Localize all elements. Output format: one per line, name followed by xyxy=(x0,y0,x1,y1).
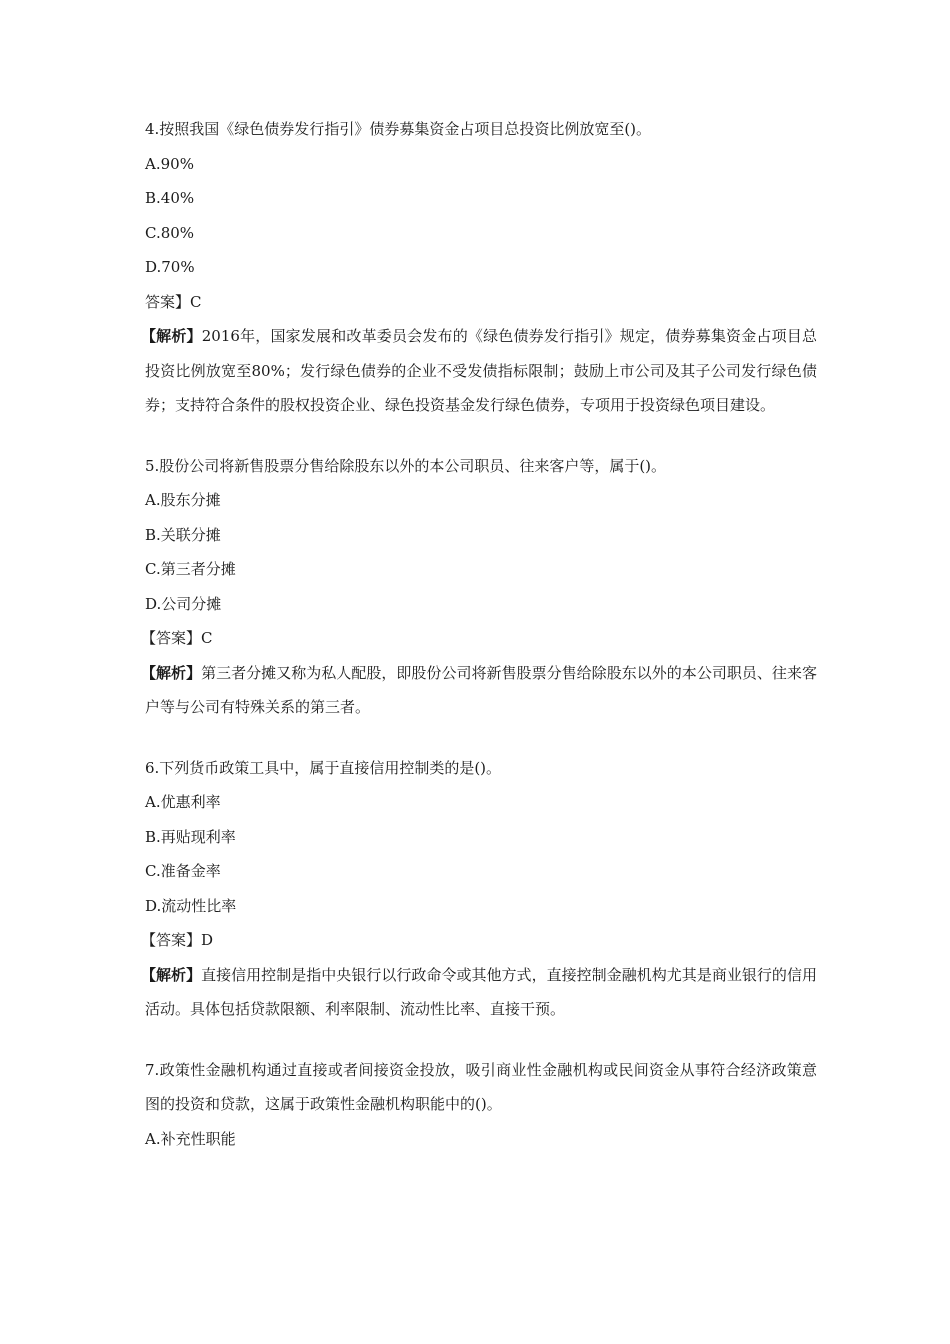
analysis-label: 【解析】 xyxy=(141,327,202,345)
question-stem: 7.政策性金融机构通过直接或者间接资金投放，吸引商业性金融机构或民间资金从事符合经济政策意图的投资和贷款，这属于政策性金融机构职能中的()。 xyxy=(145,1060,817,1113)
option-d: D.70% xyxy=(145,258,195,276)
option-a: A.优惠利率 xyxy=(145,793,221,811)
analysis-text: 直接信用控制是指中央银行以行政命令或其他方式，直接控制金融机构尤其是商业银行的信用活动。具体包括贷款限额、利率限制、流动性比率、直接干预。 xyxy=(145,965,817,1018)
analysis-paragraph xyxy=(141,319,817,423)
question-7 xyxy=(145,1053,817,1157)
answer-value: D xyxy=(201,931,214,949)
question-5 xyxy=(141,449,817,725)
analysis-paragraph xyxy=(141,656,817,725)
option-a: A.股东分摊 xyxy=(145,491,221,509)
document-page xyxy=(141,112,817,1156)
answer-line xyxy=(141,621,817,656)
analysis-text: 第三者分摊又称为私人配股，即股份公司将新售股票分售给除股东以外的本公司职员、往来客户等与公司有特殊关系的第三者。 xyxy=(145,663,817,716)
answer-value: C xyxy=(190,292,202,311)
question-stem: 6.下列货币政策工具中，属于直接信用控制类的是()。 xyxy=(145,758,502,777)
option-b: B.关联分摊 xyxy=(145,525,221,544)
option-b: B.再贴现利率 xyxy=(145,827,236,846)
analysis-paragraph xyxy=(141,958,817,1027)
option-c: C.第三者分摊 xyxy=(145,560,236,578)
option-d: D.流动性比率 xyxy=(145,896,237,915)
option-c: C.80% xyxy=(145,223,195,242)
answer-label: 【答案】 xyxy=(141,931,202,949)
answer-line xyxy=(141,923,817,958)
question-stem: 5.股份公司将新售股票分售给除股东以外的本公司职员、往来客户等，属于()。 xyxy=(145,456,667,475)
analysis-label: 【解析】 xyxy=(141,965,202,984)
option-d: D.公司分摊 xyxy=(145,594,222,613)
analysis-label: 【解析】 xyxy=(141,663,202,682)
answer-label: 【答案】 xyxy=(141,629,202,647)
answer-label: 答案】 xyxy=(145,292,191,311)
option-a: A.补充性职能 xyxy=(145,1129,236,1148)
option-c: C.准备金率 xyxy=(145,862,221,880)
answer-line xyxy=(145,285,817,320)
answer-value: C xyxy=(201,629,213,647)
analysis-text: 2016年，国家发展和改革委员会发布的《绿色债券发行指引》规定，债券募集资金占项目总投资比例放宽至80%；发行绿色债券的企业不受发债指标限制；鼓励上市公司及其子公司发行绿色债券；支持符合条件的股权投资企业、绿色投资基金发行绿色债券，专项用于投资绿色项目建设。 xyxy=(145,327,817,414)
question-4 xyxy=(141,112,817,423)
question-stem: 4.按照我国《绿色债券发行指引》债券募集资金占项目总投资比例放宽至()。 xyxy=(145,120,652,138)
option-b: B.40% xyxy=(145,189,195,207)
question-6 xyxy=(141,751,817,1027)
option-a: A.90% xyxy=(145,154,194,173)
